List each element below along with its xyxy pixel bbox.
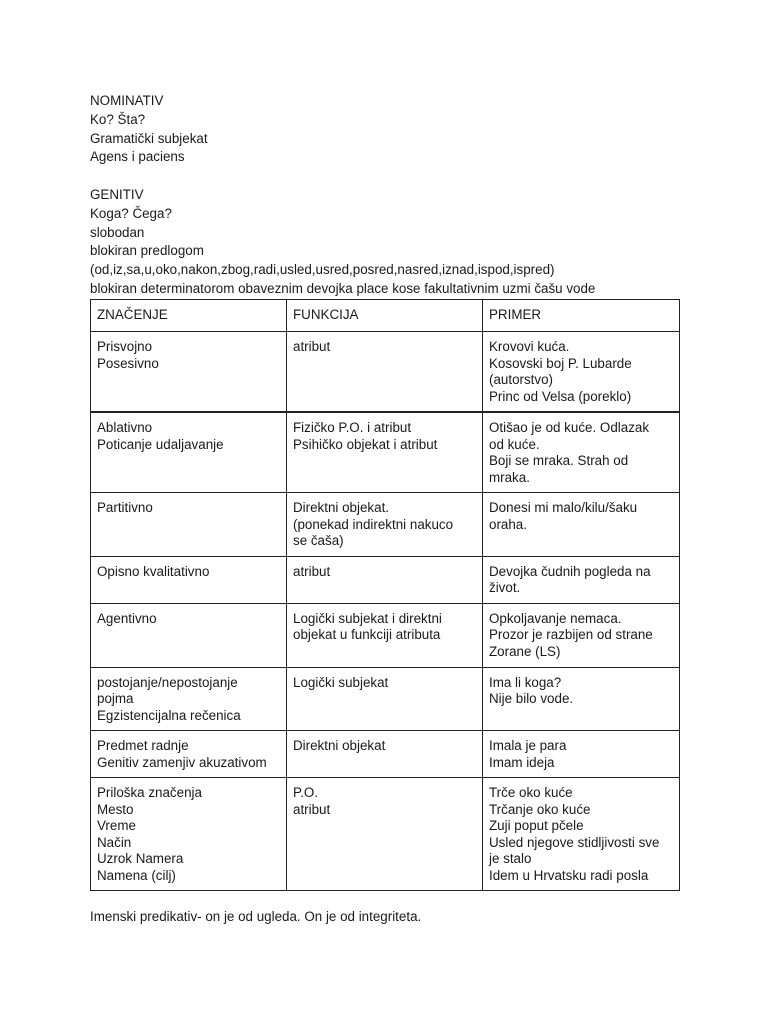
table-cell-funkcija	[287, 667, 483, 731]
table-cell-primer	[483, 332, 680, 413]
cell-line: Devojka čudnih pogleda na	[489, 563, 651, 579]
cell-line: Genitiv zamenjiv akuzativom	[97, 754, 267, 770]
cell-line: Psihičko objekat i atribut	[293, 436, 438, 452]
cell-line: Opkoljavanje nemaca.	[489, 610, 622, 626]
cell-line: Uzrok Namera	[97, 851, 184, 867]
table-header-row	[91, 299, 680, 332]
nominativ-line: Gramatički subjekat	[90, 130, 208, 146]
cell-line: (ponekad indirektni nakuco	[293, 516, 454, 532]
table-cell-znacenje	[91, 731, 287, 778]
nominativ-line: Ko? Šta?	[90, 111, 146, 127]
header-funkcija: FUNKCIJA	[287, 299, 483, 332]
cell-line: Direktni objekat.	[293, 500, 390, 516]
footer-note: Imenski predikativ- on je od ugleda. On je od integriteta.	[90, 909, 422, 924]
cell-line: mraka.	[489, 469, 530, 485]
cell-line: Logički subjekat	[293, 674, 389, 690]
genitiv-line: slobodan	[90, 224, 145, 240]
table-row	[91, 731, 680, 778]
genitiv-line: blokiran predlogom	[90, 243, 204, 259]
table-cell-primer	[483, 731, 680, 778]
cell-line: objekat u funkciji atributa	[293, 627, 441, 643]
cell-line: Ima li koga?	[489, 674, 562, 690]
table-row	[91, 332, 680, 413]
cell-line: Namena (cilj)	[97, 867, 176, 883]
cell-line: (autorstvo)	[489, 372, 553, 388]
cell-line: Agentivno	[97, 610, 157, 626]
table-body	[91, 332, 680, 891]
cell-line: Idem u Hrvatsku radi posla	[489, 867, 649, 883]
table-cell-funkcija	[287, 556, 483, 603]
table-cell-funkcija	[287, 332, 483, 413]
cell-line: Opisno kvalitativno	[97, 563, 210, 579]
table-cell-znacenje	[91, 493, 287, 557]
cell-line: Partitivno	[97, 500, 153, 516]
cell-line: se čaša)	[293, 533, 344, 549]
table-cell-primer	[483, 603, 680, 667]
table-row	[91, 556, 680, 603]
cell-line: pojma	[97, 691, 134, 707]
table-cell-znacenje	[91, 778, 287, 891]
cell-line: postojanje/nepostojanje	[97, 674, 238, 690]
header-znacenje: ZNAČENJE	[91, 299, 287, 332]
nominativ-title: NOMINATIV	[90, 93, 164, 108]
cell-line: Trče oko kuće	[489, 785, 573, 801]
cell-line: od kuće.	[489, 436, 540, 452]
genitiv-line: (od,iz,sa,u,oko,nakon,zbog,radi,usled,usred,posred,nasred,iznad,ispod,ispred)	[90, 262, 555, 278]
cell-line: Prisvojno	[97, 339, 153, 355]
cell-line: Krovovi kuća.	[489, 339, 570, 355]
cell-line: Ablativno	[97, 420, 153, 436]
table-row	[91, 603, 680, 667]
cell-line: je stalo	[489, 851, 532, 867]
cell-line: Kosovski boj P. Lubarde	[489, 355, 632, 371]
table-cell-primer	[483, 778, 680, 891]
cell-line: Vreme	[97, 818, 136, 834]
cell-line: Trčanje oko kuće	[489, 801, 591, 817]
cell-line: Boji se mraka. Strah od	[489, 453, 629, 469]
genitiv-table	[90, 299, 680, 892]
header-primer: PRIMER	[483, 299, 680, 332]
cell-line: Usled njegove stidljivosti sve	[489, 834, 660, 850]
table-row	[91, 412, 680, 493]
cell-line: oraha.	[489, 516, 527, 532]
table-cell-primer	[483, 667, 680, 731]
cell-line: Fizičko P.O. i atribut	[293, 420, 412, 436]
cell-line: Predmet radnje	[97, 738, 189, 754]
cell-line: Egzistencijalna rečenica	[97, 707, 241, 723]
table-cell-znacenje	[91, 667, 287, 731]
cell-line: Otišao je od kuće. Odlazak	[489, 420, 650, 436]
cell-line: Donesi mi malo/kilu/šaku	[489, 500, 638, 516]
cell-line: atribut	[293, 801, 331, 817]
cell-line: P.O.	[293, 785, 319, 801]
cell-line: Mesto	[97, 801, 134, 817]
cell-line: Logički subjekat i direktni	[293, 610, 442, 626]
cell-line: Direktni objekat	[293, 738, 386, 754]
cell-line: Imala je para	[489, 738, 567, 754]
table-cell-funkcija	[287, 493, 483, 557]
table-cell-funkcija	[287, 778, 483, 891]
genitiv-line: Koga? Čega?	[90, 205, 172, 221]
table-cell-funkcija	[287, 731, 483, 778]
table-cell-funkcija	[287, 603, 483, 667]
cell-line: Način	[97, 834, 132, 850]
cell-line: atribut	[293, 339, 331, 355]
cell-line: Nije bilo vode.	[489, 691, 574, 707]
genitiv-title: GENITIV	[90, 186, 144, 202]
table-cell-znacenje	[91, 412, 287, 493]
table-cell-znacenje	[91, 332, 287, 413]
table-cell-primer	[483, 493, 680, 557]
table-cell-funkcija	[287, 412, 483, 493]
table-cell-znacenje	[91, 603, 287, 667]
table-row	[91, 493, 680, 557]
genitiv-line: blokiran determinatorom obaveznim devojka place kose fakultativnim uzmi čašu vode	[90, 280, 596, 296]
table-row	[91, 778, 680, 891]
cell-line: život.	[489, 580, 521, 596]
cell-line: Posesivno	[97, 355, 159, 371]
cell-line: Prozor je razbijen od strane	[489, 627, 653, 643]
cell-line: Poticanje udaljavanje	[97, 436, 224, 452]
table-cell-znacenje	[91, 556, 287, 603]
cell-line: Imam ideja	[489, 754, 555, 770]
cell-line: Zorane (LS)	[489, 643, 561, 659]
document-body	[90, 92, 690, 891]
cell-line: Princ od Velsa (poreklo)	[489, 388, 632, 404]
cell-line: atribut	[293, 563, 331, 579]
cell-line: Priloška značenja	[97, 785, 202, 801]
nominativ-line: Agens i paciens	[90, 149, 185, 165]
table-cell-primer	[483, 412, 680, 493]
cell-line: Zuji poput pčele	[489, 818, 584, 834]
table-cell-primer	[483, 556, 680, 603]
table-row	[91, 667, 680, 731]
